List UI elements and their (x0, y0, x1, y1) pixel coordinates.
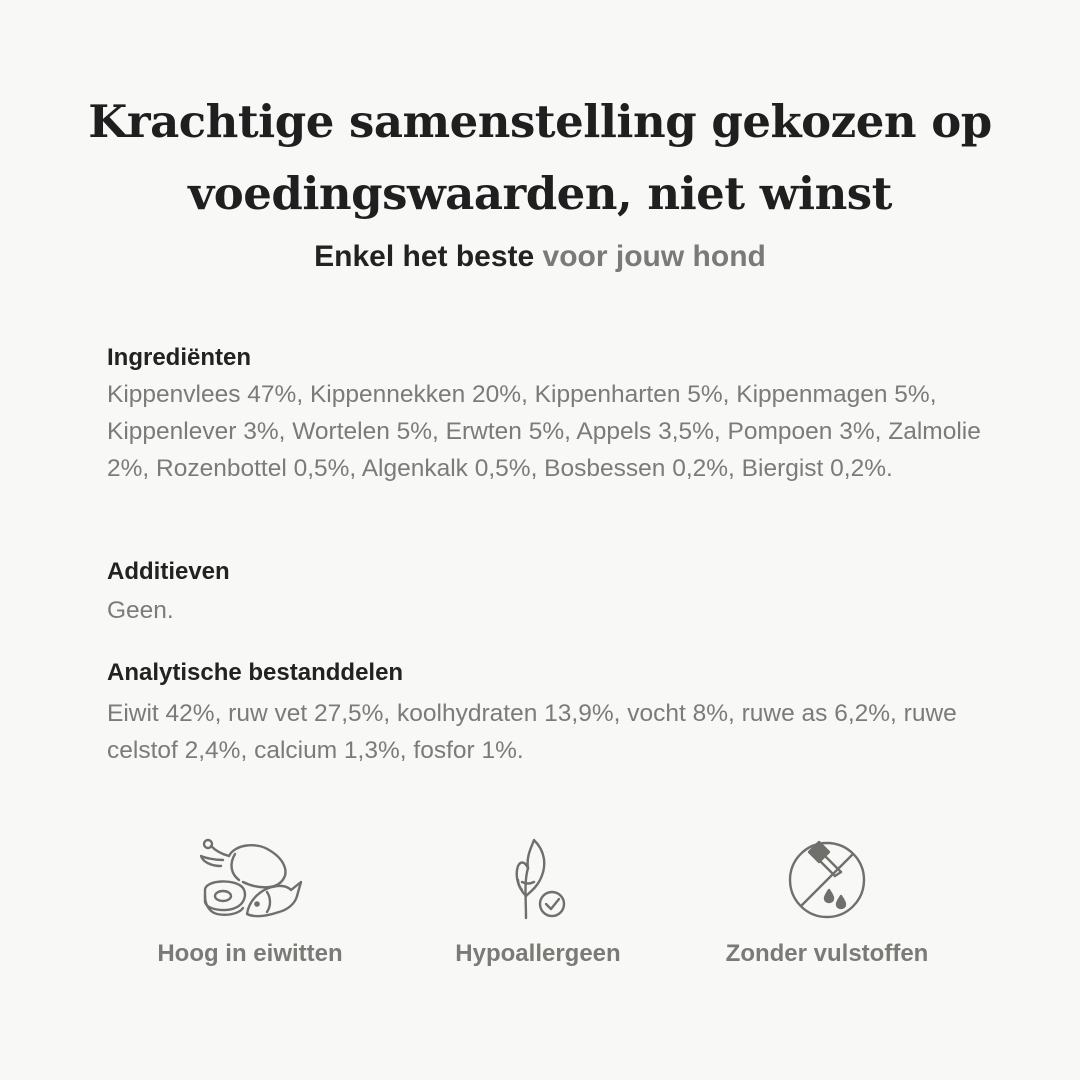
ingredients-section (107, 342, 987, 487)
feature-no-fillers (697, 838, 957, 967)
additives-heading: Additieven (107, 558, 230, 585)
ingredients-text: Kippenvlees 47%, Kippennekken 20%, Kippenharten 5%, Kippenmagen 5%, Kippenlever 3%, Wortelen 5%, Erwten 5%, Appels 3,5%, Pompoen 3%, Zalmolie 2%, Rozenbottel 0,5%, Algenkalk 0,5%, Bosbessen 0,2%, Biergist 0,2%. (107, 381, 981, 482)
meat-poultry-fish-icon (195, 838, 305, 922)
page-title-line-2: voedingswaarden, niet winst (188, 167, 892, 220)
additives-text: Geen. (107, 597, 174, 624)
feature-label-high-protein: Hoog in eiwitten (157, 940, 343, 967)
feature-label-no-fillers: Zonder vulstoffen (725, 940, 929, 967)
analytic-text: Eiwit 42%, ruw vet 27,5%, koolhydraten 13,9%, vocht 8%, ruwe as 6,2%, ruwe celstof 2,4%, calcium 1,3%, fosfor 1%. (107, 700, 957, 764)
page-title (60, 86, 1020, 230)
feature-hypoallergenic (408, 838, 668, 967)
feature-label-hypoallergenic: Hypoallergeen (455, 940, 621, 967)
subtitle-strong: Enkel het beste (314, 240, 535, 273)
no-dropper-icon (785, 838, 869, 922)
analytic-section (107, 657, 987, 769)
feature-high-protein (120, 838, 380, 967)
subtitle-muted: voor jouw hond (542, 240, 766, 273)
page-title-line-1: Krachtige samenstelling gekozen op (88, 95, 992, 148)
page-subtitle (60, 237, 1020, 277)
analytic-heading: Analytische bestanddelen (107, 659, 404, 686)
leaf-check-icon (496, 838, 580, 922)
additives-section (107, 556, 987, 629)
ingredients-heading: Ingrediënten (107, 344, 252, 371)
